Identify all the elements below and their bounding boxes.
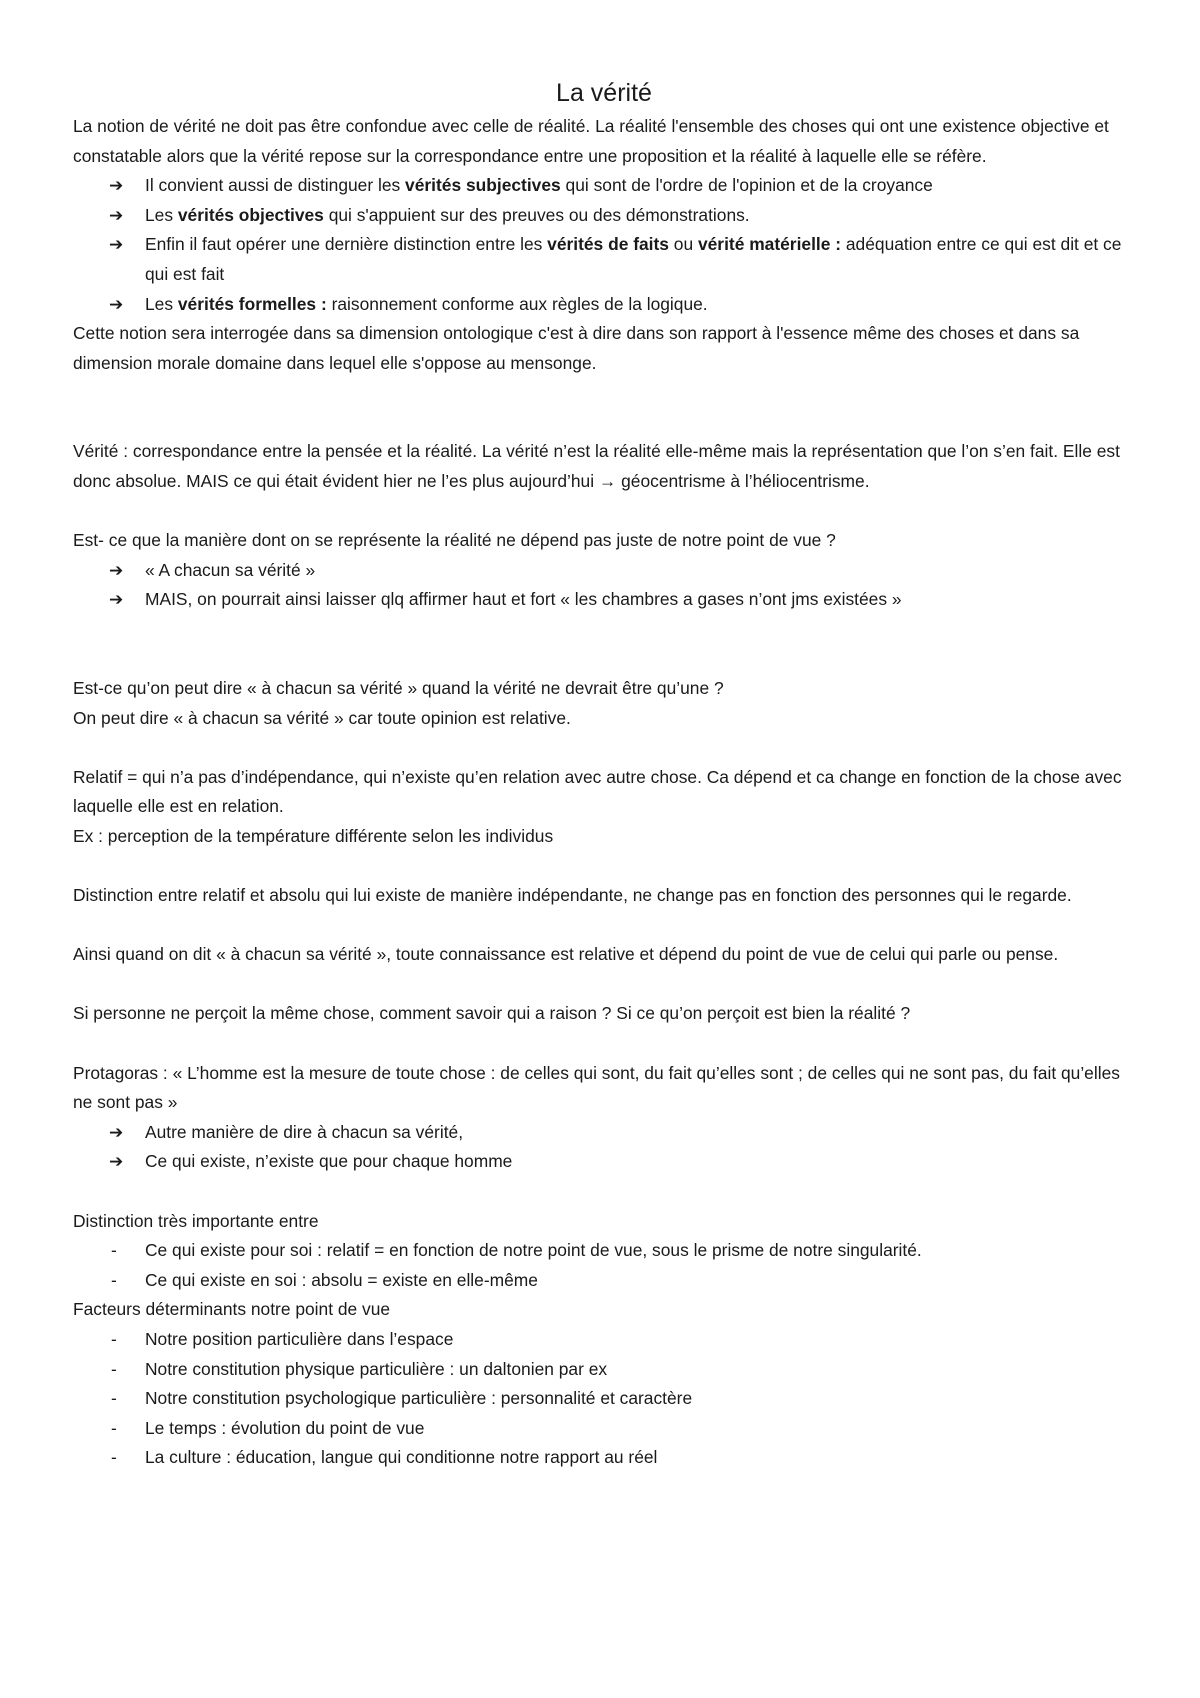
list-item: ➔ Il convient aussi de distinguer les vérités subjectives qui sont de l'ordre de l'opinion et de la croyance [73,171,1135,201]
dash-marker: - [111,1388,117,1409]
dash-marker: - [111,1358,117,1379]
arrow-icon: ➔ [109,235,124,255]
definition-paragraph: Vérité : correspondance entre la pensée et la réalité. La vérité n’est la réalité elle-même mais la représentation que l’on s’en fait. Elle est donc absolue. MAIS ce qui était évident hier ne l’es plus aujourd’hui → géocentrisme à l’héliocentrisme. [73,441,1120,491]
list-item: - Notre constitution physique particulière : un daltonien par ex [73,1355,1135,1385]
list-item: ➔ Les vérités objectives qui s'appuient sur des preuves ou des démonstrations. [73,201,1135,231]
list-item: - Notre constitution psychologique particulière : personnalité et caractère [73,1384,1135,1414]
list-item: - Ce qui existe pour soi : relatif = en fonction de notre point de vue, sous le prisme de notre singularité. [73,1236,1135,1266]
intro-paragraph: La notion de vérité ne doit pas être confondue avec celle de réalité. La réalité l'ensemble des choses qui ont une existence objective et constatable alors que la vérité repose sur la correspondance entre une proposition et la réalité à laquelle elle se réfère. [73,116,1109,166]
arrow-icon: ➔ [109,590,124,610]
page-title: La vérité [556,79,652,107]
list-item: - La culture : éducation, langue qui conditionne notre rapport au réel [73,1443,1135,1473]
list-item: ➔ Ce qui existe, n’existe que pour chaque homme [73,1147,1135,1177]
ainsi-paragraph: Ainsi quand on dit « à chacun sa vérité », toute connaissance est relative et dépend du point de vue de celui qui parle ou pense. [73,944,1059,965]
arrow-icon: ➔ [109,1122,124,1142]
list-item: ➔ Enfin il faut opérer une dernière distinction entre les vérités de faits ou vérité matérielle : adéquation entre ce qui est dit et ce qui est fait [73,230,1135,289]
arrow-icon: ➔ [109,294,124,314]
list-item: ➔ Autre manière de dire à chacun sa vérité, [73,1118,1135,1148]
arrow-icon: ➔ [109,176,124,196]
intro-conclusion: Cette notion sera interrogée dans sa dimension ontologique c'est à dire dans son rapport à l'essence même des choses et dans sa dimension morale domaine dans lequel elle s'oppose au mensonge. [73,323,1080,373]
protagoras-paragraph: Protagoras : « L’homme est la mesure de toute chose : de celles qui sont, du fait qu’elles sont ; de celles qui ne sont pas, du fait qu’elles ne sont pas » [73,1062,1120,1113]
question-paragraph: Est- ce que la manière dont on se représente la réalité ne dépend pas juste de notre point de vue ? [73,530,836,551]
list-item: - Ce qui existe en soi : absolu = existe en elle-même [73,1266,1135,1296]
relatif-paragraph: Relatif = qui n’a pas d’indépendance, qui n’existe qu’en relation avec autre chose. Ca dépend et ca change en fonction de la chose avec laquelle elle est en relation. [73,766,1122,817]
list-item: ➔ Les vérités formelles : raisonnement conforme aux règles de la logique. [73,290,1135,320]
list-item: ➔ « A chacun sa vérité » [73,556,1135,586]
question2-paragraph: Est-ce qu’on peut dire « à chacun sa vérité » quand la vérité ne devrait être qu’une ? [73,677,724,698]
answer2-paragraph: On peut dire « à chacun sa vérité » car toute opinion est relative. [73,707,571,728]
example-paragraph: Ex : perception de la température différente selon les individus [73,825,554,846]
distinction-paragraph: Distinction entre relatif et absolu qui lui existe de manière indépendante, ne change pas en fonction des personnes qui le regarde. [73,885,1072,906]
dash-marker: - [111,1447,117,1468]
arrow-icon: ➔ [109,205,124,225]
facteurs-list [73,1325,1135,1473]
facteurs-heading: Facteurs déterminants notre point de vue [73,1299,391,1320]
document-body [73,76,1135,1473]
question-bullet-list [73,556,1135,615]
distinction2-list [73,1236,1135,1295]
protagoras-bullet-list [73,1118,1135,1177]
si-paragraph: Si personne ne perçoit la même chose, comment savoir qui a raison ? Si ce qu’on perçoit est bien la réalité ? [73,1003,911,1024]
list-item: - Notre position particulière dans l’espace [73,1325,1135,1355]
distinction2-heading: Distinction très importante entre [73,1210,319,1231]
arrow-icon: ➔ [109,560,124,580]
dash-marker: - [111,1269,117,1290]
dash-marker: - [111,1240,117,1261]
arrow-icon: ➔ [109,1152,124,1172]
intro-bullet-list [73,171,1135,319]
list-item: - Le temps : évolution du point de vue [73,1414,1135,1444]
dash-marker: - [111,1328,117,1349]
list-item: ➔ MAIS, on pourrait ainsi laisser qlq affirmer haut et fort « les chambres a gases n’ont jms existées » [73,585,1135,615]
dash-marker: - [111,1417,117,1438]
